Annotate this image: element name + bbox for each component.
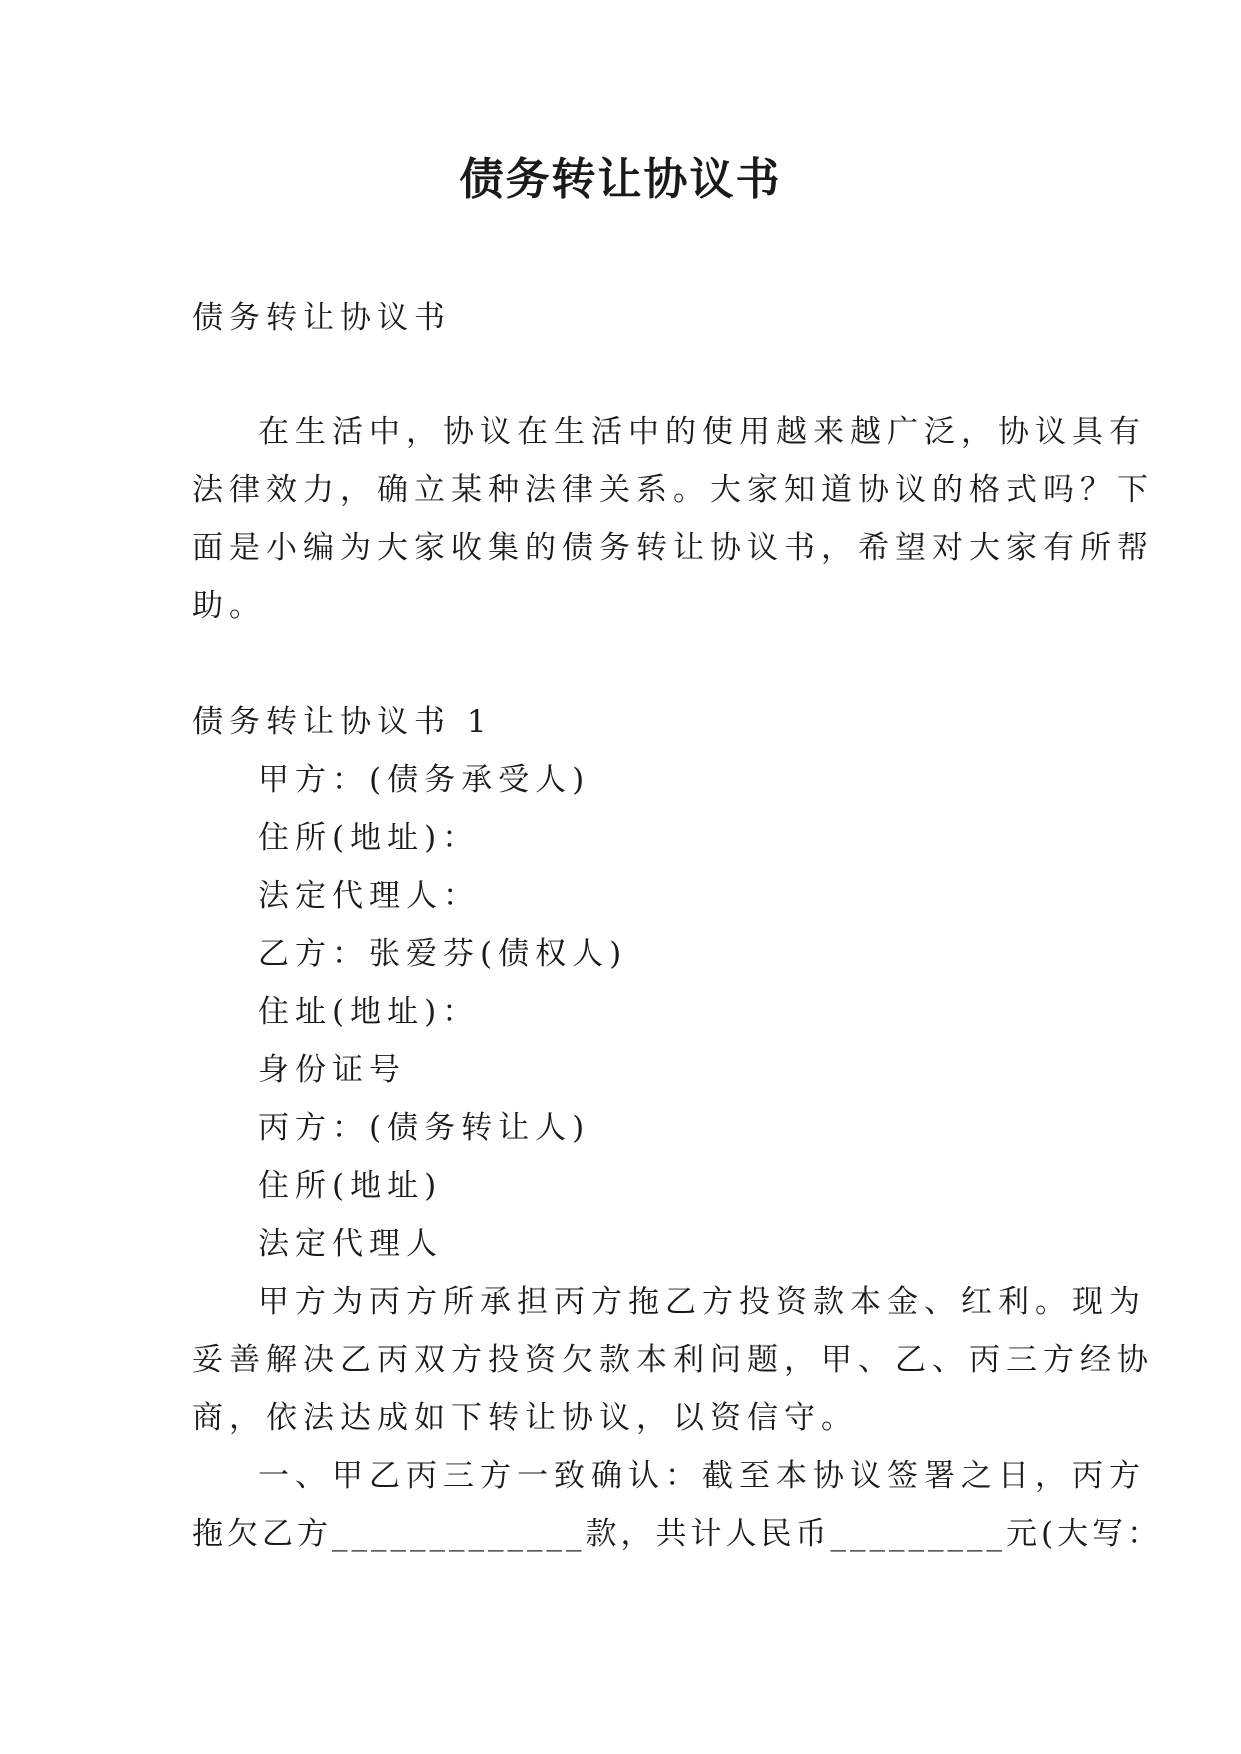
body-paragraph-2-line-1: 一、甲乙丙三方一致确认：截至本协议签署之日，丙方 — [258, 1458, 1146, 1494]
body-paragraph-2-line-2: 拖欠乙方_____________款，共计人民币_________元(大写： — [192, 1516, 1163, 1552]
section-heading: 债务转让协议书 1 — [192, 704, 493, 740]
body-paragraph-1-line-3: 商，依法达成如下转让协议，以资信守。 — [192, 1400, 858, 1436]
intro-line-2: 法律效力，确立某种法律关系。大家知道协议的格式吗？下 — [192, 472, 1154, 508]
party-line-9: 法定代理人 — [258, 1226, 443, 1262]
body-paragraph-1-line-1: 甲方为丙方所承担丙方拖乙方投资款本金、红利。现为 — [258, 1284, 1146, 1320]
party-line-1: 甲方：(债务承受人) — [258, 762, 591, 798]
party-line-5: 住址(地址)： — [258, 994, 480, 1030]
body-paragraph-1-line-2: 妥善解决乙丙双方投资欠款本利问题，甲、乙、丙三方经协 — [192, 1342, 1154, 1378]
party-line-8: 住所(地址) — [258, 1168, 443, 1204]
intro-line-1: 在生活中，协议在生活中的使用越来越广泛，协议具有 — [258, 414, 1146, 450]
party-line-6: 身份证号 — [258, 1052, 406, 1088]
party-line-2: 住所(地址)： — [258, 820, 480, 856]
party-line-7: 丙方：(债务转让人) — [258, 1110, 591, 1146]
party-line-4: 乙方：张爱芬(债权人) — [258, 936, 628, 972]
intro-line-4: 助。 — [192, 588, 266, 624]
party-line-3: 法定代理人： — [258, 878, 480, 914]
intro-line-3: 面是小编为大家收集的债务转让协议书，希望对大家有所帮 — [192, 530, 1154, 566]
document-title: 债务转让协议书 — [459, 154, 782, 205]
document-subtitle: 债务转让协议书 — [192, 300, 451, 336]
